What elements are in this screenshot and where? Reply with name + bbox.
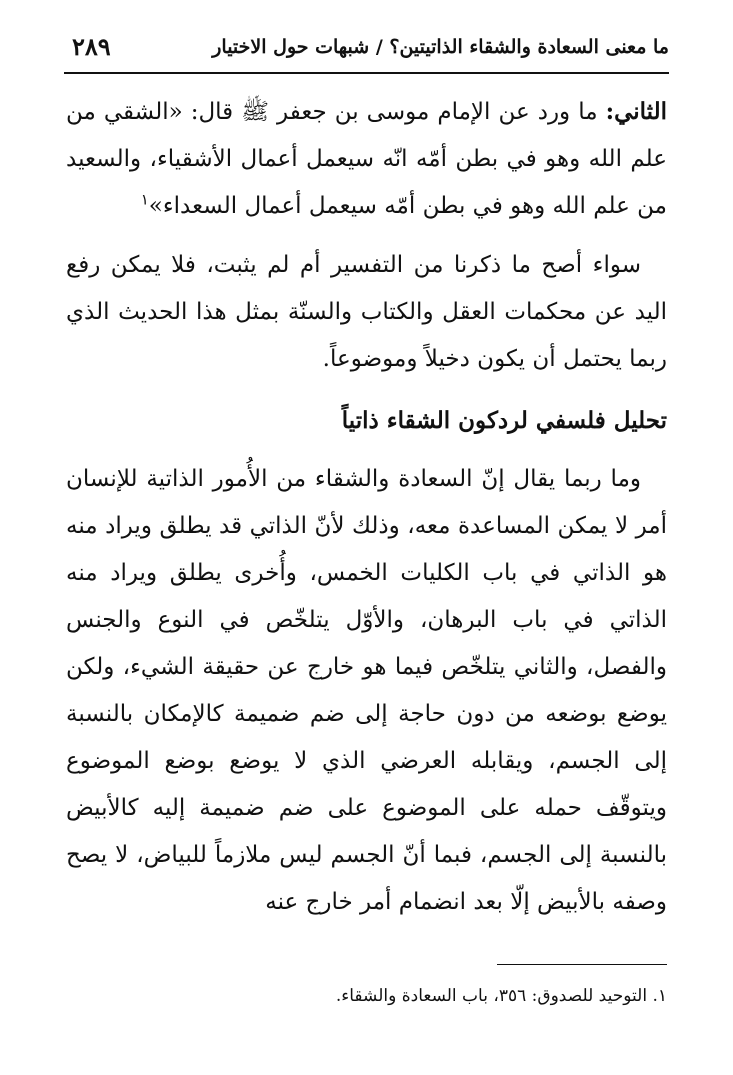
footnote-divider (497, 964, 667, 965)
section-heading: تحليل فلسفي لردكون الشقاء ذاتياً (341, 407, 667, 434)
page-body (66, 88, 667, 926)
paragraph-analysis: وما ربما يقال إنّ السعادة والشقاء من الأُمور الذاتية للإنسان أمر لا يمكن المساعدة معه، وذلك لأنّ الذاتي قد يطلق ويراد منه هو الذاتي في باب الكليات الخمس، وأُخرى يطلق ويراد منه الذاتي في باب البرهان، والأوّل يتلخّص في النوع والجنس والفصل، والثاني يتلخّص فيما هو خارج عن حقيقة الشيء، ولكن يوضع بوضعه من دون حاجة إلى ضم ضميمة كالإمكان بالنسبة إلى الجسم، ويقابله العرضي الذي لا يوضع بوضع الموضوع ويتوقّف حمله على الموضوع على ضم ضميمة إليه كالأبيض بالنسبة إلى الجسم، فبما أنّ الجسم ليس ملازماً للبياض، لا يصح وصفه بالأبيض إلّا بعد انضمام أمر خارج عنه (66, 466, 667, 915)
footnote-ref: ١ (140, 190, 149, 209)
paragraph-hadith (66, 88, 667, 230)
paragraph-text: ما ورد عن الإمام موسى بن جعفر ﷺ قال: «الشقي من علم الله وهو في بطن أمّه انّه سيعمل أعمال الأشقياء، والسعيد من علم الله وهو في بطن أمّه سيعمل أعمال السعداء» (66, 99, 667, 219)
footnote: ١. التوحيد للصدوق: ٣٥٦، باب السعادة والشقاء. (335, 986, 667, 1006)
running-title: ما معنى السعادة والشقاء الذاتيتين؟ / شبهات حول الاختيار (212, 36, 669, 58)
page-header (64, 28, 669, 74)
page-number: ٢٨٩ (72, 32, 111, 61)
paragraph-lead: الثاني: (605, 98, 667, 125)
paragraph-conclusion: سواء أصح ما ذكرنا من التفسير أم لم يثبت، فلا يمكن رفع اليد عن محكمات العقل والكتاب والسنّة بمثل هذا الحديث الذي ربما يحتمل أن يكون دخيلاً وموضوعاً. (66, 252, 667, 372)
